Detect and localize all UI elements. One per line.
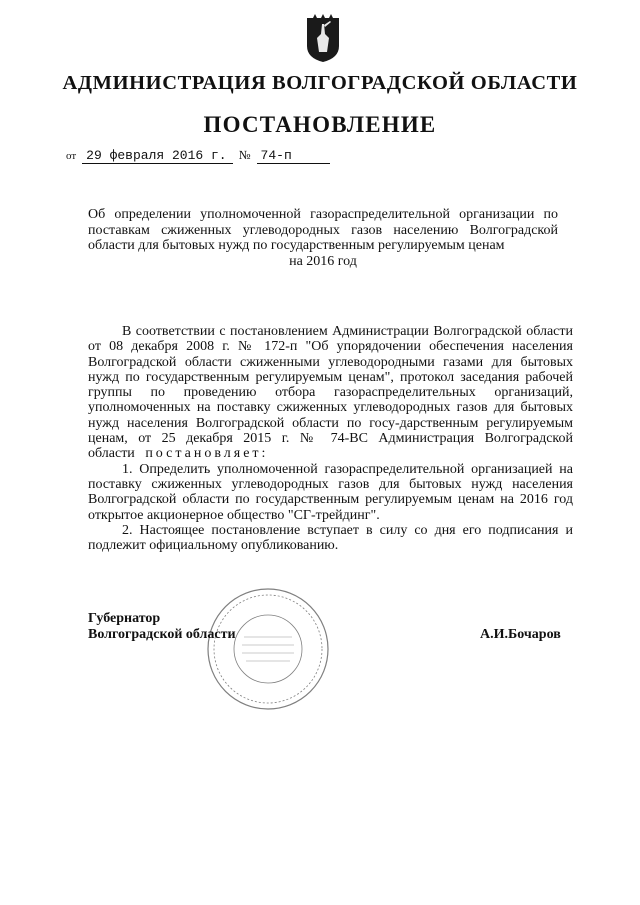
title-last-line: на 2016 год	[289, 253, 357, 269]
date-label: от	[66, 150, 77, 162]
seal-stamp-icon	[204, 585, 332, 713]
item-2: 2. Настоящее постановление вступает в силу со дня его подписания и подлежит официальному опубликованию.	[88, 522, 573, 554]
document-number: 74-п	[257, 148, 330, 164]
coat-of-arms-icon	[303, 12, 343, 64]
decree-word: постановляет:	[145, 446, 269, 462]
signatory-name: А.И.Бочаров	[480, 627, 561, 642]
position-line-1: Губернатор	[88, 611, 161, 626]
organization-name: АДМИНИСТРАЦИЯ ВОЛГОГРАДСКОЙ ОБЛАСТИ	[62, 72, 578, 94]
position-line-2: Волгоградской области	[88, 627, 236, 642]
title-main: Об определении уполномоченной газораспределительной организации по поставкам сжиженных углеводородных газов населению Волгоградской области для бытовых нужд по государственным регулируемым ценам	[88, 207, 558, 253]
item-1: 1. Определить уполномоченной газораспределительной организацией на поставку сжиженных углеводородных газов для бытовых нужд населения Волгоградской области по государственным регулируемым ценам на 2016 год открытое акционерное общество "СГ-трейдинг".	[88, 461, 573, 523]
signatory-position	[88, 611, 236, 643]
document-title	[88, 207, 558, 269]
preamble-paragraph	[88, 324, 573, 462]
document-type: ПОСТАНОВЛЕНИЕ	[203, 112, 437, 137]
document-date: 29 февраля 2016 г.	[82, 148, 232, 164]
number-label: №	[238, 148, 251, 162]
document-body	[88, 324, 573, 553]
preamble-text: В соответствии с постановлением Администрации Волгоградской области от 08 декабря 2008 г. № 172-п "Об упорядочении обеспечения населения Волгоградской области сжиженными углеводородными газами для бытовых нужд по государственным регулируемым ценам", протокол заседания рабочей группы по проведению отбора газораспределительных организаций, уполномоченных на поставку сжиженных углеводородных газов для бытовых нужд населения Волгоградской области по госу-дарственным регулируемым ценам, от 25 декабря 2015 г. № 74-ВС Администрация Волгоградской области	[88, 324, 573, 462]
date-line	[66, 148, 330, 164]
